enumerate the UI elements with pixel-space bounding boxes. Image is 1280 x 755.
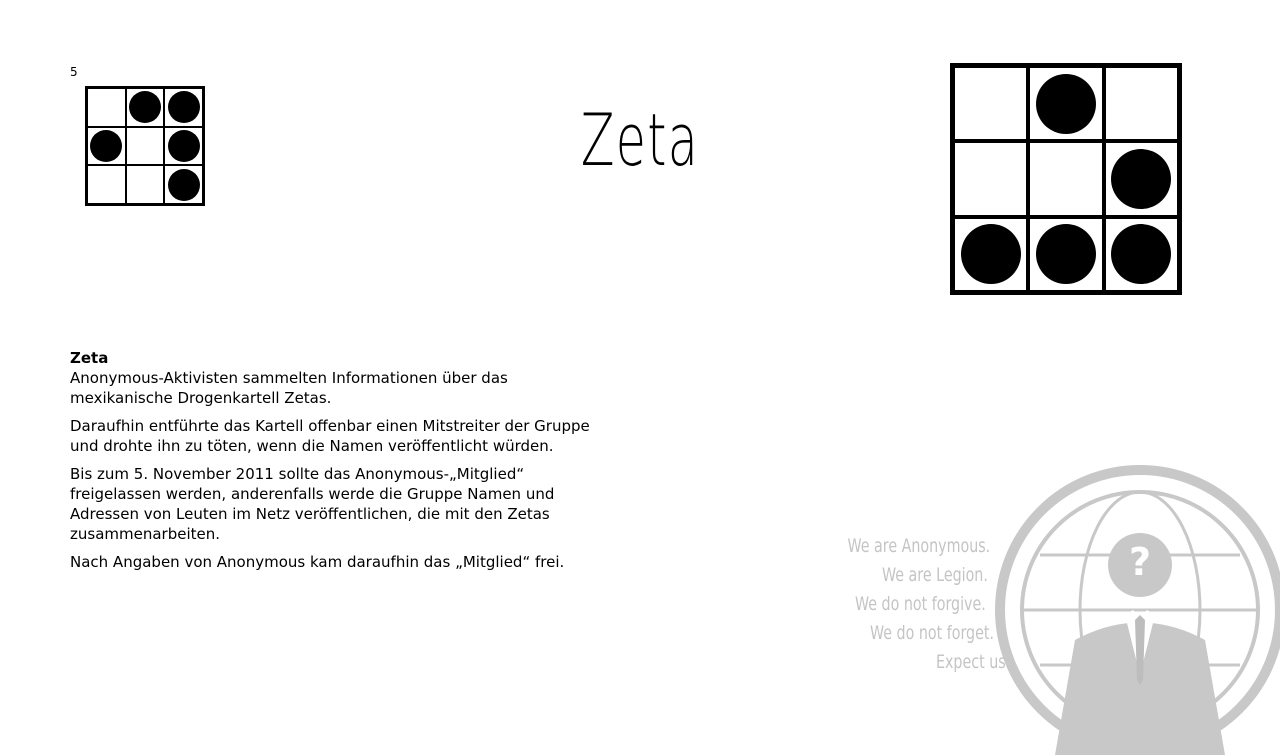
dot-icon — [129, 91, 161, 123]
grid-cell — [126, 165, 165, 204]
paragraph-2: Daraufhin entführte das Kartell offenbar einen Mitstreiter der Gruppe und drohte ihn zu töten, wenn die Namen veröffentlicht würden. — [70, 417, 590, 455]
paragraph-1: Anonymous-Aktivisten sammelten Informationen über das mexikanische Drogenkartell Zetas. — [70, 369, 508, 407]
glider-grid-small — [85, 86, 205, 206]
dot-icon — [961, 224, 1021, 284]
grid-cell — [1104, 66, 1179, 141]
glider-grid-large — [950, 63, 1182, 295]
dot-icon — [168, 130, 200, 162]
motto-line-3: We do not forgive. — [855, 593, 986, 615]
grid-cell — [1028, 66, 1103, 141]
content-heading: Zeta — [70, 349, 109, 367]
motto-line-2: We are Legion. — [882, 564, 988, 586]
motto-line-5: Expect us. — [936, 651, 1011, 673]
paragraph-4: Nach Angaben von Anonymous kam daraufhin das „Mitglied“ frei. — [70, 553, 565, 571]
slide-number: 5 — [70, 65, 78, 79]
dot-icon — [1036, 224, 1096, 284]
grid-cell — [87, 127, 126, 166]
motto-line-1: We are Anonymous. — [847, 535, 991, 557]
grid-cell — [953, 66, 1028, 141]
grid-cell — [164, 127, 203, 166]
slide-title: Zeta — [580, 98, 700, 182]
grid-cell — [1104, 217, 1179, 292]
grid-cell — [1104, 141, 1179, 216]
motto-line-4: We do not forget. — [870, 622, 994, 644]
anonymous-emblem-icon — [995, 465, 1280, 755]
grid-cell — [1028, 217, 1103, 292]
dot-icon — [168, 91, 200, 123]
grid-cell — [164, 165, 203, 204]
dot-icon — [1111, 224, 1171, 284]
dot-icon — [1036, 74, 1096, 134]
dot-icon — [168, 169, 200, 201]
content-body — [70, 348, 590, 580]
dot-icon — [1111, 149, 1171, 209]
paragraph-intro — [70, 348, 590, 408]
grid-cell — [953, 217, 1028, 292]
grid-cell — [126, 88, 165, 127]
grid-cell — [953, 141, 1028, 216]
paragraph-3: Bis zum 5. November 2011 sollte das Anonymous-„Mitglied“ freigelassen werden, anderenfalls werde die Gruppe Namen und Adressen von Leuten im Netz veröffentlichen, die mit den Zetas zusammenarbeiten. — [70, 465, 555, 543]
grid-cell — [87, 165, 126, 204]
dot-icon — [90, 130, 122, 162]
svg-text:?: ? — [1128, 540, 1152, 584]
anonymous-motto — [840, 532, 1011, 677]
grid-cell — [1028, 141, 1103, 216]
grid-cell — [87, 88, 126, 127]
grid-cell — [164, 88, 203, 127]
grid-cell — [126, 127, 165, 166]
